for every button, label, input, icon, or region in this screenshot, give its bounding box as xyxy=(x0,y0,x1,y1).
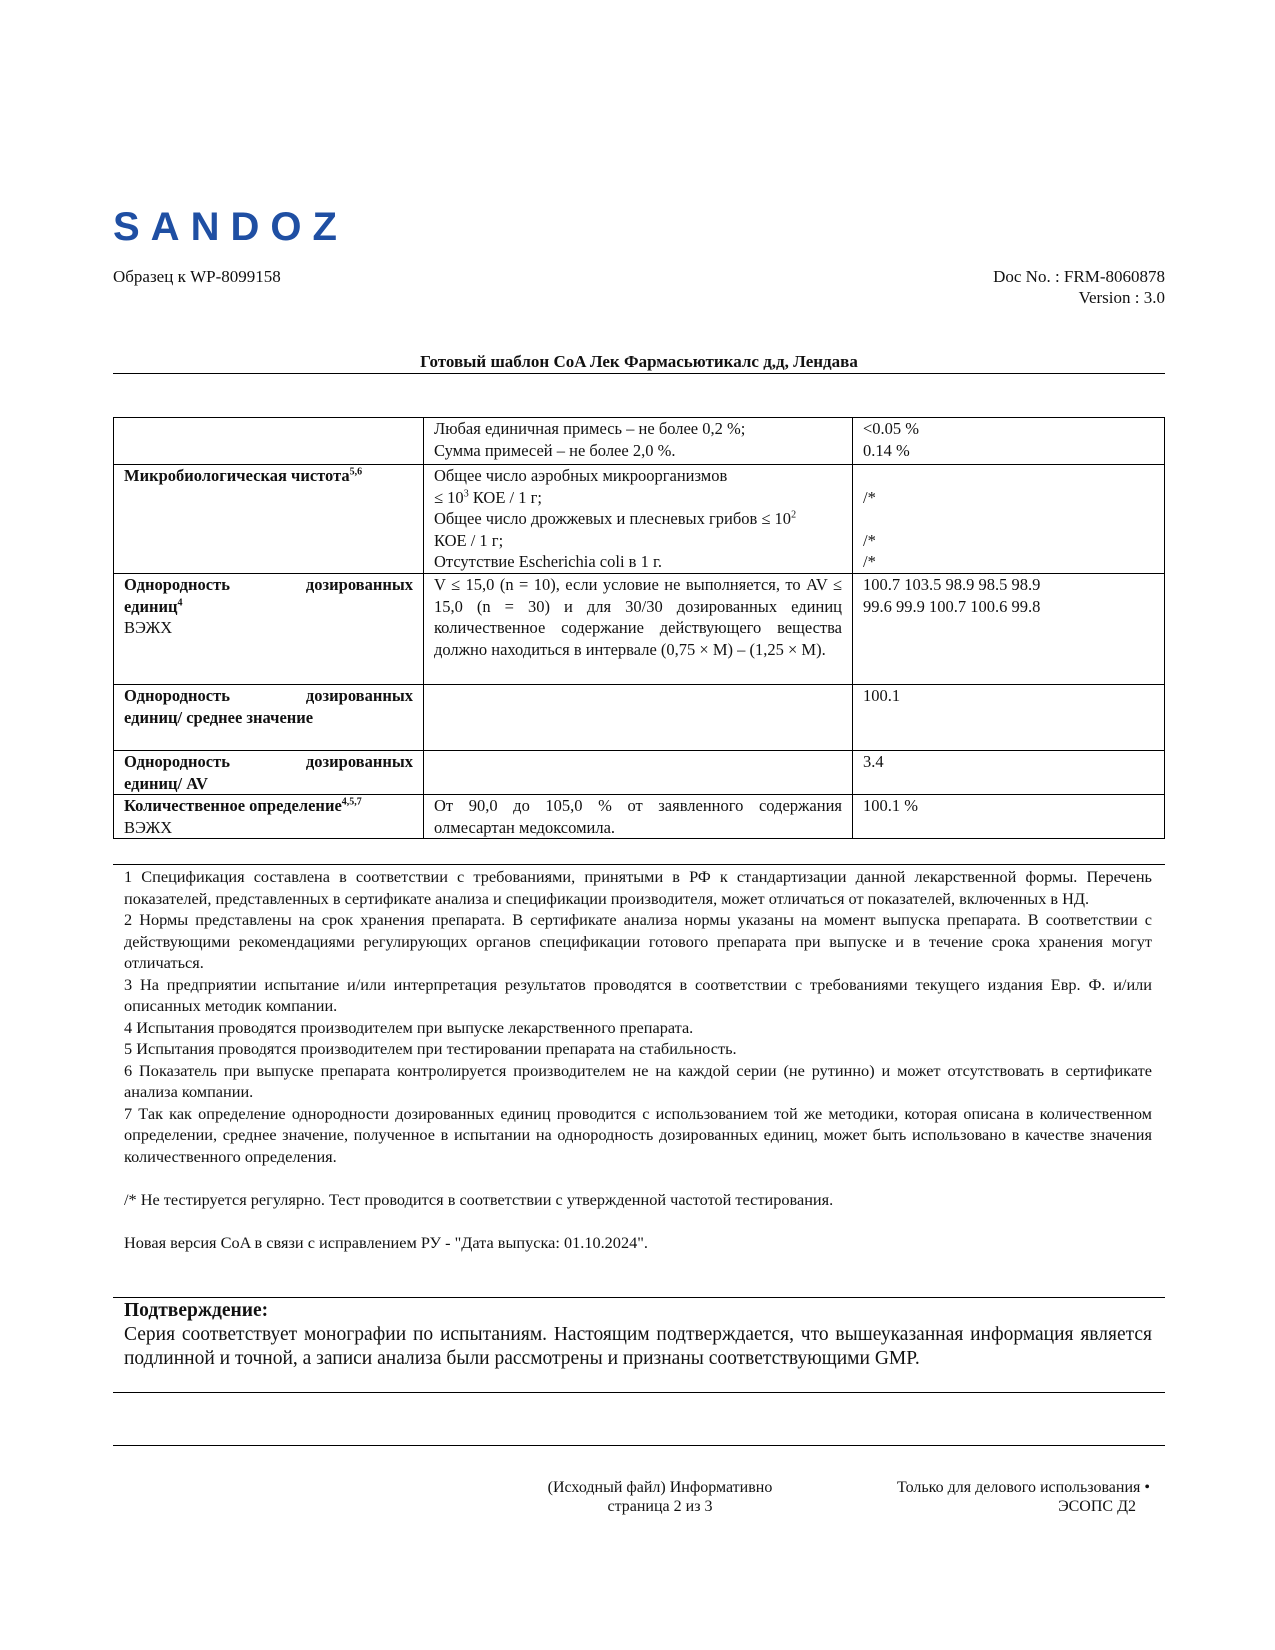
footnotes xyxy=(124,866,1152,1253)
spec-text xyxy=(434,487,842,509)
result-text: 100.1 xyxy=(863,686,901,705)
exponent: 3 xyxy=(463,488,469,499)
table-row xyxy=(114,465,1165,574)
result-text: /* xyxy=(863,487,876,507)
footer-divider xyxy=(113,1445,1165,1446)
notes-divider xyxy=(113,864,1165,865)
sample-reference: Образец к WP-8099158 xyxy=(113,267,281,286)
result-text: 3.4 xyxy=(863,752,884,771)
footnote: 1 Спецификация составлена в соответствии с требованиями, принятыми в РФ к стандартизации данной лекарственной формы. Перечень показателей, представленных в сертификате анализа и спецификации производителя, может отличаться от показателей, включенных в НД. xyxy=(124,867,1152,908)
parameter-cell xyxy=(114,574,424,685)
doc-version: Version : 3.0 xyxy=(1078,288,1165,307)
footnote-ref: 5,6 xyxy=(349,466,363,478)
parameter-name xyxy=(124,795,413,817)
footer-classification xyxy=(850,1478,1150,1516)
parameter-cell xyxy=(114,795,424,839)
spec-text: Отсутствие Escherichia coli в 1 г. xyxy=(434,552,662,571)
table-row xyxy=(114,685,1165,751)
result-cell xyxy=(853,418,1165,465)
spec-text-part: Общее число дрожжевых и плесневых грибов ≤ 10 xyxy=(434,509,792,528)
spec-text: КОЕ / 1 г; xyxy=(434,530,504,550)
exponent: 2 xyxy=(791,509,797,521)
result-text: 0.14 % xyxy=(863,440,910,460)
footnote: 4 Испытания проводятся производителем при выпуске лекарственного препарата. xyxy=(124,1017,694,1037)
result-text: 100.7 103.5 98.9 98.5 98.9 xyxy=(863,575,1041,594)
footer-source xyxy=(520,1478,800,1516)
confirmation-block xyxy=(124,1299,1152,1371)
spec-text: V ≤ 15,0 (n = 10), если условие не выполняется, то AV ≤ 15,0 (n = 30) и для 30/30 дозированных единиц количественное содержание действующего вещества должно находиться в интервале (0,75 × M) – (1,25 × M). xyxy=(434,575,842,659)
esops-label: ЭСОПС Д2 xyxy=(1058,1498,1136,1515)
confirmation-divider-bottom xyxy=(113,1392,1165,1393)
method: ВЭЖХ xyxy=(124,618,173,637)
footer-source-line: (Исходный файл) Информативно xyxy=(547,1479,773,1496)
footnote-ref: 4,5,7 xyxy=(341,796,362,808)
footnote: 5 Испытания проводятся производителем при тестировании препарата на стабильность. xyxy=(124,1039,737,1058)
footnote: 2 Нормы представлены на срок хранения препарата. В сертификате анализа нормы указаны на момент выпуска препарата. В соответствии с действующими рекомендациями регулирующих органов спецификации готового препарата при выпуске и в течение срока хранения могут отличаться. xyxy=(124,910,1152,972)
spec-cell xyxy=(424,751,853,795)
business-use-label: Только для делового использования • xyxy=(897,1479,1150,1496)
page-number: страница 2 из 3 xyxy=(607,1498,713,1515)
parameter-name xyxy=(124,596,413,618)
footnote-ref: 4 xyxy=(177,597,183,608)
result-text: <0.05 % xyxy=(863,419,920,438)
spec-text: Любая единичная примесь – не более 0,2 %; xyxy=(434,419,746,438)
result-cell xyxy=(853,465,1165,574)
spec-cell xyxy=(424,685,853,751)
table-row xyxy=(114,418,1165,465)
parameter-name-part: единиц xyxy=(124,596,178,616)
footnote: 7 Так как определение однородности дозированных единиц проводится с использованием той же методики, которая описана в количественном определении, среднее значение, полученное в испытании на однородность дозированных единиц, может быть использовано в качестве значения количественного определения. xyxy=(124,1103,1152,1166)
spec-text xyxy=(434,508,842,530)
parameter-name: Однородность дозированных xyxy=(124,752,413,771)
not-tested-note: /* Не тестируется регулярно. Тест проводится в соответствии с утвержденной частотой тестирования. xyxy=(124,1189,834,1209)
parameter-name: Однородность дозированных xyxy=(124,686,413,705)
result-cell xyxy=(853,574,1165,685)
result-text: /* xyxy=(863,530,876,550)
parameter-cell xyxy=(114,418,424,465)
version-note: Новая версия CoA в связи с исправлением РУ - "Дата выпуска: 01.10.2024". xyxy=(124,1232,648,1252)
spec-cell xyxy=(424,574,853,685)
method: ВЭЖХ xyxy=(124,817,173,837)
document-title: Готовый шаблон CoA Лек Фармасьютикалс д,д, Лендава xyxy=(420,352,858,371)
table-row xyxy=(114,751,1165,795)
parameter-cell xyxy=(114,751,424,795)
spec-text: От 90,0 до 105,0 % от заявленного содержания олмесартан медоксомила. xyxy=(434,796,842,837)
spec-text: Общее число аэробных микроорганизмов xyxy=(434,466,728,485)
table-row xyxy=(114,795,1165,839)
doc-number: Doc No. : FRM-8060878 xyxy=(993,267,1165,286)
result-cell xyxy=(853,795,1165,839)
parameter-name: Микробиологическая чистота xyxy=(124,466,350,485)
spec-text-part: КОЕ / 1 г; xyxy=(468,487,542,507)
footnote: 3 На предприятии испытание и/или интерпретация результатов проводятся в соответствии с требованиями текущего издания Евр. Ф. и/или описанных методик компании. xyxy=(124,974,1152,1015)
confirmation-divider-top xyxy=(113,1297,1165,1298)
result-text: /* xyxy=(863,552,876,571)
result-text: 99.6 99.9 100.7 100.6 99.8 xyxy=(863,596,1041,616)
result-text: 100.1 % xyxy=(863,796,918,815)
parameter-name: Однородность дозированных xyxy=(124,575,413,594)
title-divider xyxy=(113,373,1165,374)
parameter-name: единиц/ среднее значение xyxy=(124,707,314,727)
table-row xyxy=(114,574,1165,685)
footnote: 6 Показатель при выпуске препарата контролируется производителем не на каждой серии (не рутинно) и может отсутствовать в сертификате анализа компании. xyxy=(124,1060,1152,1101)
result-cell xyxy=(853,685,1165,751)
parameter-name-part: Количественное определение xyxy=(124,796,342,815)
spec-cell xyxy=(424,418,853,465)
parameter-name: единиц/ AV xyxy=(124,773,208,793)
sandoz-logo: SANDOZ xyxy=(113,205,348,249)
parameter-cell xyxy=(114,685,424,751)
spec-cell xyxy=(424,795,853,839)
spec-cell xyxy=(424,465,853,574)
spec-text: Сумма примесей – не более 2,0 %. xyxy=(434,440,676,460)
confirmation-text: Серия соответствует монографии по испытаниям. Настоящим подтверждается, что вышеуказанная информация является подлинной и точной, а записи анализа были рассмотрены и признаны соответствующими GMP. xyxy=(124,1324,1152,1369)
result-cell xyxy=(853,751,1165,795)
confirmation-heading: Подтверждение: xyxy=(124,1300,269,1321)
parameter-cell xyxy=(114,465,424,574)
spec-text-part: ≤ 10 xyxy=(434,487,464,507)
spec-table xyxy=(113,417,1165,839)
